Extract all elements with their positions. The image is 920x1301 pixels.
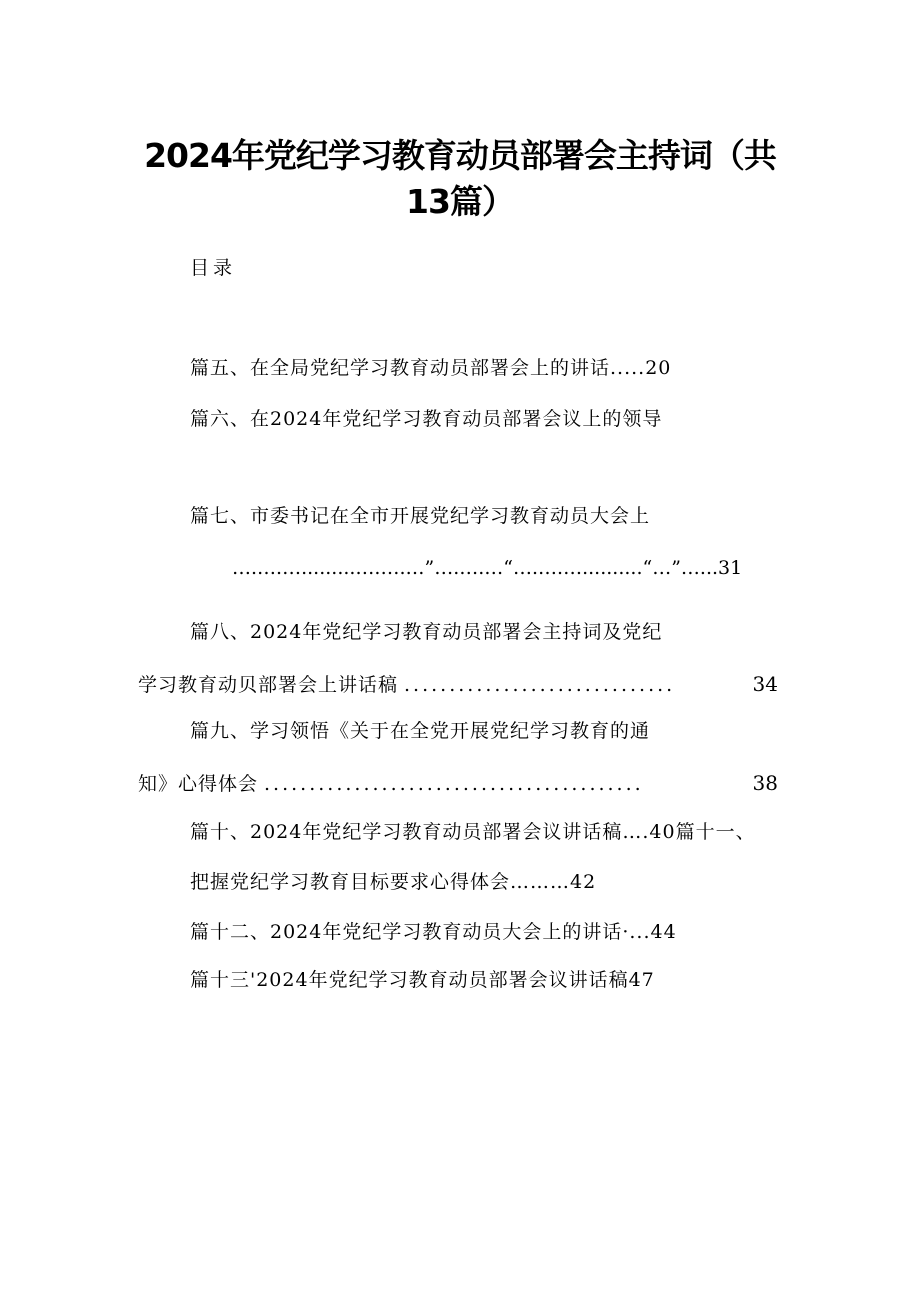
document-title-line-1: 2024年党纪学习教育动员部署会主持词（共 [144,136,776,175]
toc-entry-9-continued[interactable] [138,771,778,796]
toc-entry-8-page: 34 [752,672,778,696]
toc-entry-8[interactable]: 篇八、2024年党纪学习教育动员部署会主持词及党纪 [190,621,663,643]
toc-heading: 目录 [190,257,237,279]
toc-entry-13[interactable]: 篇十三'2024年党纪学习教育动员部署会议讲话稿47 [190,969,655,991]
toc-entry-10[interactable]: 篇十、2024年党纪学习教育动员部署会议讲话稿….40篇十一、 [190,821,756,843]
toc-entry-5[interactable]: 篇五、在全局党纪学习教育动员部署会上的讲话.....20 [190,357,672,379]
toc-entry-7[interactable]: 篇七、市委书记在全市开展党纪学习教育动员大会上 [190,505,651,527]
toc-entry-6[interactable]: 篇六、在2024年党纪学习教育动员部署会议上的领导 [190,408,663,430]
toc-entry-8-text: 学习教育动贝部署会上讲话稿 [138,674,399,696]
toc-entry-9-page: 38 [752,771,778,795]
document-title-line-2: 13篇） [406,182,514,221]
toc-entry-11[interactable]: 把握党纪学习教育目标要求心得体会………42 [190,871,597,893]
toc-entry-12[interactable]: 篇十二、2024年党纪学习教育动员大会上的讲话·...44 [190,921,677,943]
toc-entry-9-text: 知》心得体会 [138,773,259,795]
toc-entry-8-leader: .............................. [404,674,676,696]
toc-entry-9[interactable]: 篇九、学习领悟《关于在全党开展党纪学习教育的通 [190,720,651,742]
toc-entry-9-leader: .......................................... [264,773,644,795]
toc-entry-8-continued[interactable] [138,672,778,697]
toc-entry-7-leader[interactable]: ….….….........….….…”….….…“….….…..........“…”…...31 [232,557,743,579]
